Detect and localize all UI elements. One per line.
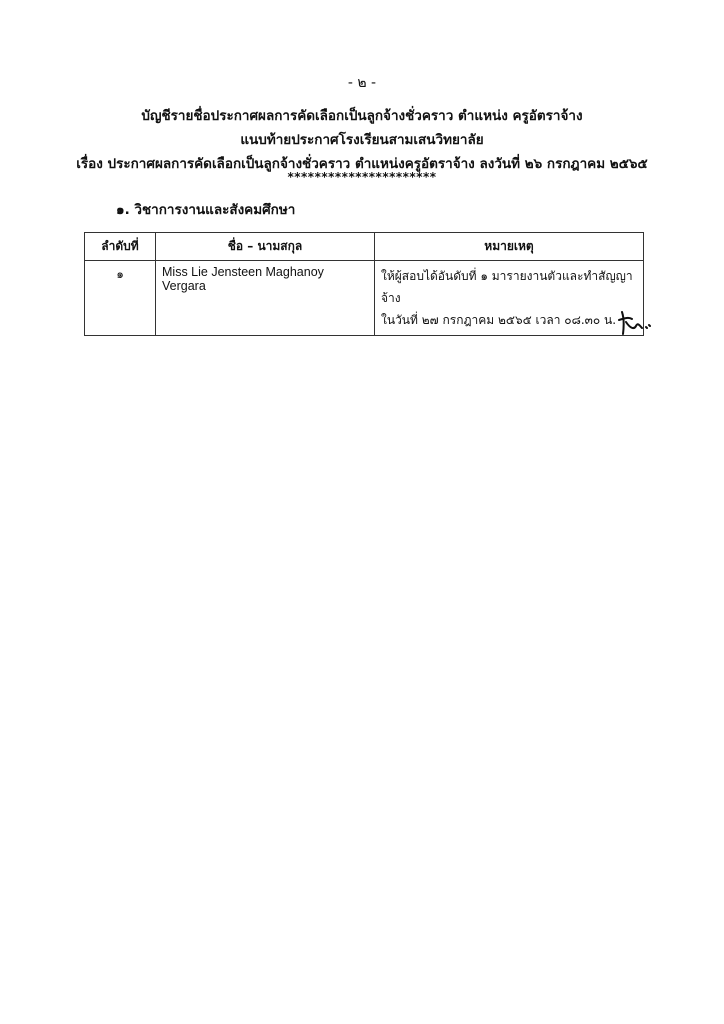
title-line-3: เรื่อง ประกาศผลการคัดเลือกเป็นลูกจ้างชั่วคราว ตำแหน่งครูอัตราจ้าง ลงวันที่ ๒๖ กรกฎาคม ๒๕๖๕ [76,156,648,172]
title-line-1: บัญชีรายชื่อประกาศผลการคัดเลือกเป็นลูกจ้างชั่วคราว ตำแหน่ง ครูอัตราจ้าง [141,108,583,124]
separator-stars: ********************** [287,170,437,184]
header-no: ลำดับที่ [85,233,156,261]
header-name: ชื่อ – นามสกุล [156,233,375,261]
result-table [84,232,644,336]
row-no: ๑ [85,261,156,336]
row-name: Miss Lie Jensteen Maghanoy Vergara [156,261,375,336]
table-row [85,261,644,336]
header-note: หมายเหตุ [375,233,644,261]
title-line-2: แนบท้ายประกาศโรงเรียนสามเสนวิทยาลัย [240,132,484,148]
row-note-line-1: ให้ผู้สอบได้อันดับที่ ๑ มารายงานตัวและทำสัญญาจ้าง [381,269,633,305]
row-note-line-2: ในวันที่ ๒๗ กรกฎาคม ๒๕๖๕ เวลา ๐๘.๓๐ น. [381,313,617,327]
page-number: - ๒ - [347,75,377,91]
row-note [375,261,644,336]
signature-mark [616,308,656,338]
section-heading: ๑. วิชาการงานและสังคมศึกษา [116,202,296,218]
table-header-row [85,233,644,261]
